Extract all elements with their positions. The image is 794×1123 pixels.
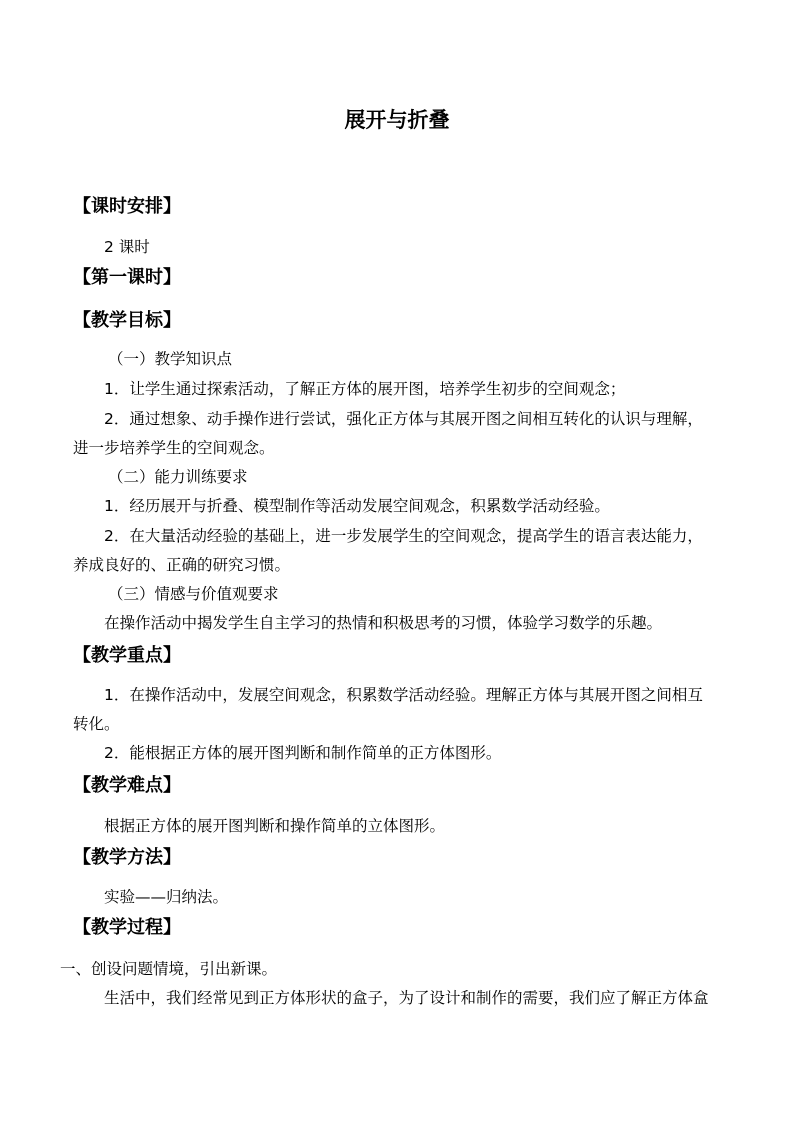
process-step-1: 一、创设问题情境，引出新课。 [60, 960, 278, 978]
first-lesson-heading: 【第一课时】 [73, 267, 181, 288]
key-point-2: 2．能根据正方体的展开图判断和制作简单的正方体图形。 [104, 744, 502, 762]
goal-3-text: 在操作活动中揭发学生自主学习的热情和积极思考的习惯，体验学习数学的乐趣。 [104, 614, 663, 632]
key-point-1-line1: 1．在操作活动中，发展空间观念，积累数学活动经验。理解正方体与其展开图之间相互 [104, 686, 703, 704]
goals-heading: 【教学目标】 [73, 310, 181, 331]
goal-1-title: （一）教学知识点 [108, 350, 233, 368]
method-text: 实验——归纳法。 [104, 888, 229, 906]
schedule-text: 2 课时 [104, 238, 150, 256]
document-title: 展开与折叠 [344, 107, 450, 132]
goal-1-item-1: 1．让学生通过探索活动，了解正方体的展开图，培养学生初步的空间观念； [104, 380, 626, 398]
goal-1-item-2-line2: 进一步培养学生的空间观念。 [73, 439, 275, 457]
goal-2-item-1: 1．经历展开与折叠、模型制作等活动发展空间观念，积累数学活动经验。 [104, 497, 610, 515]
schedule-heading: 【课时安排】 [73, 196, 181, 217]
process-heading: 【教学过程】 [73, 917, 181, 938]
goal-2-title: （二）能力训练要求 [108, 468, 248, 486]
goal-3-title: （三）情感与价值观要求 [108, 585, 279, 603]
goal-1-item-2-line1: 2．通过想象、动手操作进行尝试，强化正方体与其展开图之间相互转化的认识与理解， [104, 410, 703, 428]
key-points-heading: 【教学重点】 [73, 645, 181, 666]
process-step-1-text: 生活中，我们经常见到正方体形状的盒子，为了设计和制作的需要，我们应了解正方体盒 [104, 989, 709, 1007]
method-heading: 【教学方法】 [73, 847, 181, 868]
key-point-1-line2: 转化。 [73, 715, 120, 733]
goal-2-item-2-line2: 养成良好的、正确的研究习惯。 [73, 556, 291, 574]
goal-2-item-2-line1: 2．在大量活动经验的基础上，进一步发展学生的空间观念，提高学生的语言表达能力， [104, 527, 703, 545]
difficulty-heading: 【教学难点】 [73, 775, 181, 796]
difficulty-text: 根据正方体的展开图判断和操作简单的立体图形。 [104, 817, 446, 835]
